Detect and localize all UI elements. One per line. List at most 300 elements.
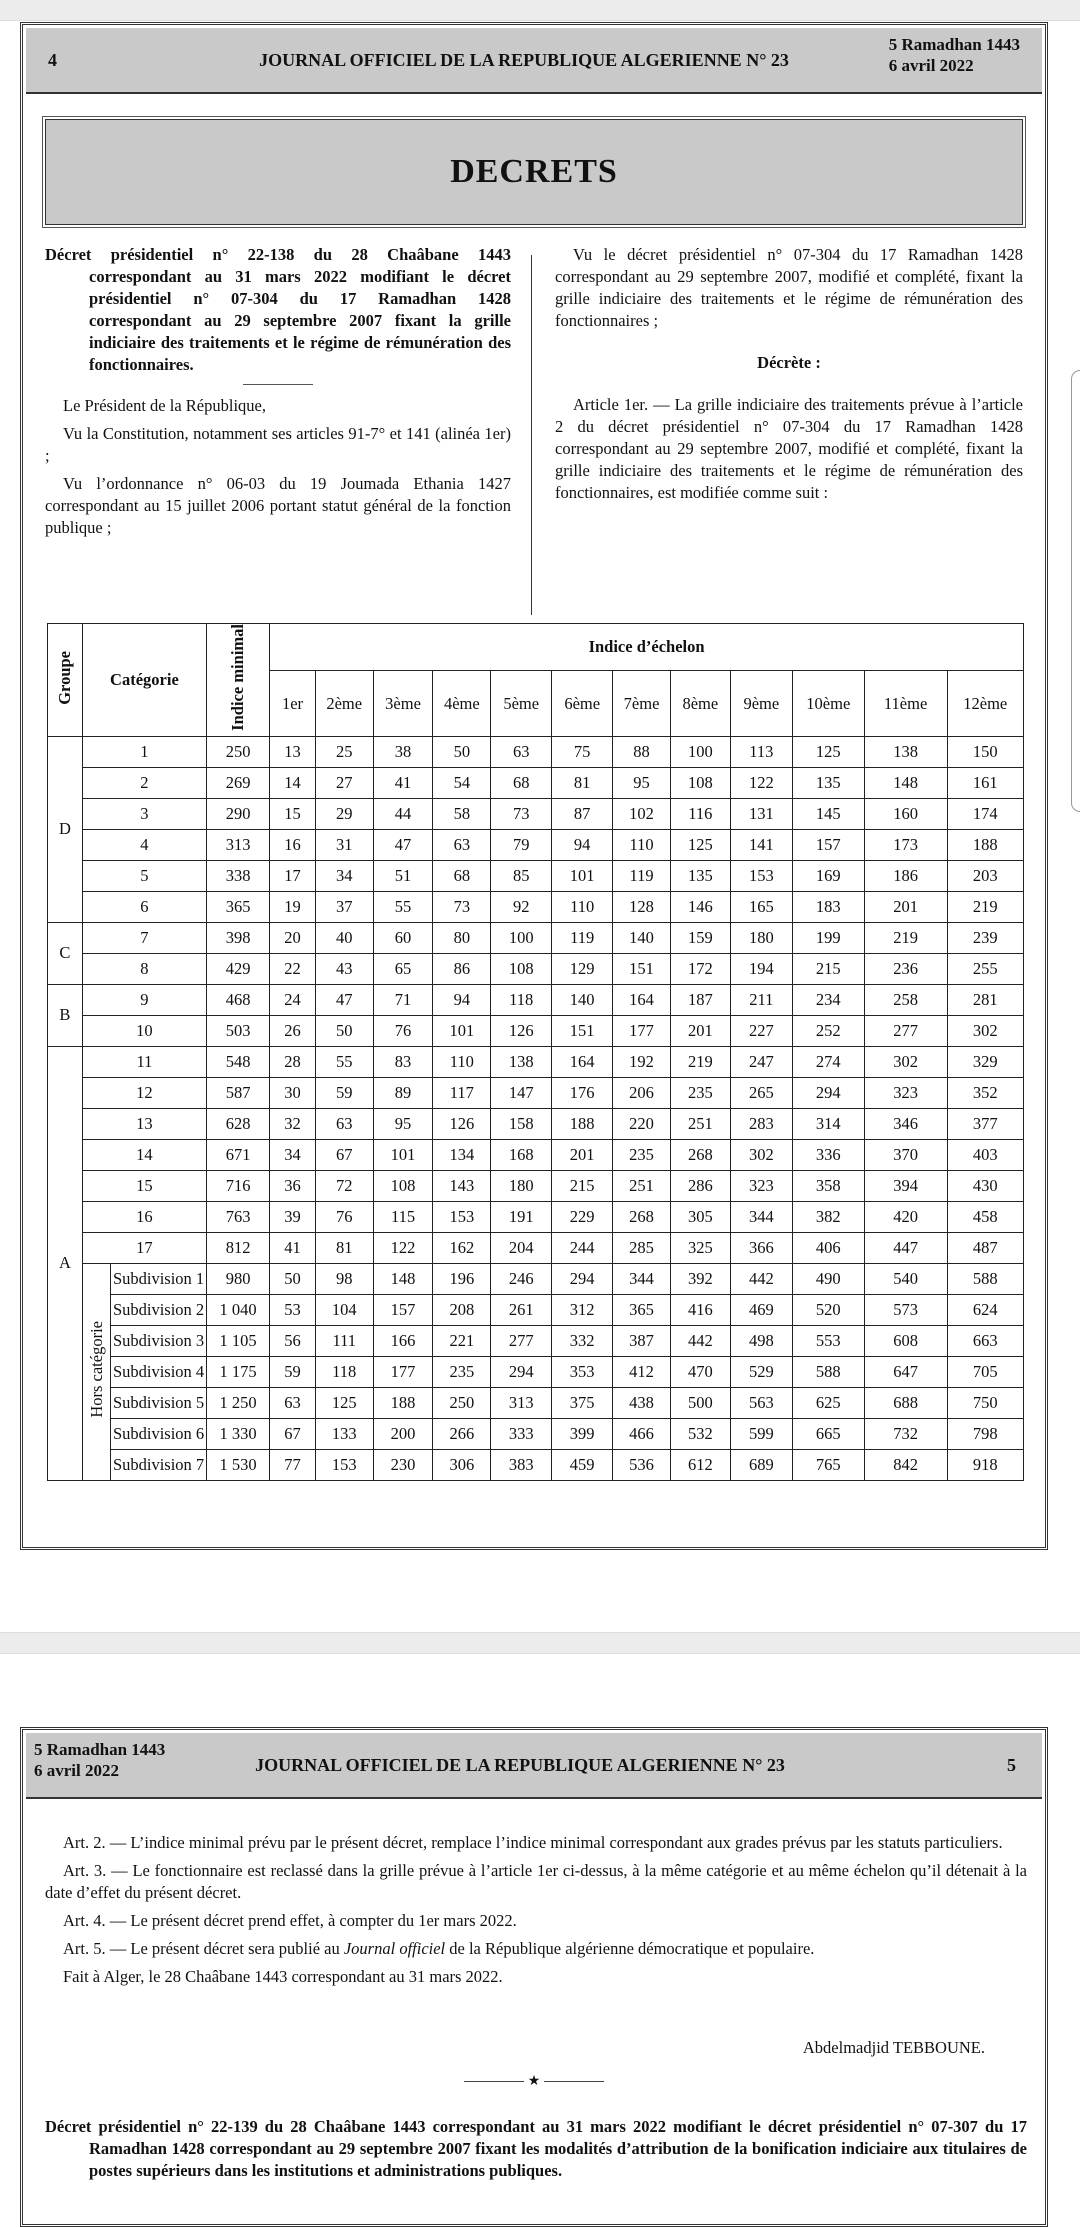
echelon-cell: 135 [670, 860, 730, 891]
echelon-cell: 246 [491, 1263, 552, 1294]
echelon-cell: 536 [613, 1449, 671, 1480]
column-divider [531, 255, 532, 615]
echelon-cell: 215 [792, 953, 864, 984]
echelon-cell: 67 [315, 1139, 373, 1170]
indice-minimal-cell: 503 [206, 1015, 269, 1046]
echelon-cell: 94 [552, 829, 613, 860]
echelon-cell: 186 [864, 860, 947, 891]
echelon-cell: 251 [670, 1108, 730, 1139]
echelon-cell: 469 [730, 1294, 792, 1325]
echelon-cell: 153 [315, 1449, 373, 1480]
left-column [45, 244, 511, 545]
echelon-cell: 235 [613, 1139, 671, 1170]
echelon-cell: 204 [491, 1232, 552, 1263]
echelon-cell: 176 [552, 1077, 613, 1108]
echelon-cell: 219 [670, 1046, 730, 1077]
date-gregorian: 6 avril 2022 [34, 1761, 119, 1780]
echelon-cell: 219 [864, 922, 947, 953]
echelon-cell: 285 [613, 1232, 671, 1263]
echelon-cell: 194 [730, 953, 792, 984]
echelon-cell: 458 [947, 1201, 1024, 1232]
echelon-cell: 174 [947, 798, 1024, 829]
echelon-cell: 76 [315, 1201, 373, 1232]
echelon-cell: 157 [373, 1294, 433, 1325]
echelon-cell: 313 [491, 1387, 552, 1418]
echelon-cell: 135 [792, 767, 864, 798]
echelon-cell: 44 [373, 798, 433, 829]
echelon-cell: 234 [792, 984, 864, 1015]
echelon-cell: 329 [947, 1046, 1024, 1077]
echelon-header: 9ème [730, 671, 792, 736]
indice-minimal-cell: 628 [206, 1108, 269, 1139]
echelon-cell: 104 [315, 1294, 373, 1325]
echelon-cell: 323 [864, 1077, 947, 1108]
page-number: 5 [1007, 1755, 1016, 1775]
echelon-cell: 918 [947, 1449, 1024, 1480]
echelon-cell: 102 [613, 798, 671, 829]
echelon-cell: 383 [491, 1449, 552, 1480]
echelon-cell: 63 [433, 829, 491, 860]
table-row [48, 1108, 1024, 1139]
echelon-header: 12ème [947, 671, 1024, 736]
page-number: 4 [48, 50, 57, 70]
echelon-cell: 22 [270, 953, 316, 984]
echelon-cell: 116 [670, 798, 730, 829]
echelon-cell: 333 [491, 1418, 552, 1449]
echelon-cell: 588 [947, 1263, 1024, 1294]
echelon-cell: 95 [373, 1108, 433, 1139]
table-row [48, 1015, 1024, 1046]
echelon-cell: 148 [373, 1263, 433, 1294]
echelon-cell: 177 [373, 1356, 433, 1387]
echelon-cell: 352 [947, 1077, 1024, 1108]
echelon-cell: 98 [315, 1263, 373, 1294]
echelon-cell: 47 [315, 984, 373, 1015]
echelon-cell: 36 [270, 1170, 316, 1201]
echelon-cell: 59 [315, 1077, 373, 1108]
echelon-cell: 110 [613, 829, 671, 860]
echelon-cell: 732 [864, 1418, 947, 1449]
echelon-cell: 220 [613, 1108, 671, 1139]
echelon-cell: 85 [491, 860, 552, 891]
table-row [48, 1201, 1024, 1232]
subdivision-cell: Subdivision 3 [111, 1325, 207, 1356]
echelon-cell: 265 [730, 1077, 792, 1108]
echelon-cell: 168 [491, 1139, 552, 1170]
section-banner [45, 119, 1023, 225]
echelon-cell: 145 [792, 798, 864, 829]
echelon-cell: 108 [670, 767, 730, 798]
category-cell: 11 [82, 1046, 206, 1077]
echelon-cell: 172 [670, 953, 730, 984]
echelon-cell: 203 [947, 860, 1024, 891]
echelon-cell: 43 [315, 953, 373, 984]
paragraph: Le Président de la République, [63, 396, 266, 415]
echelon-cell: 520 [792, 1294, 864, 1325]
echelon-cell: 131 [730, 798, 792, 829]
echelon-cell: 229 [552, 1201, 613, 1232]
echelon-cell: 230 [373, 1449, 433, 1480]
decree-title: Décret présidentiel n° 22-138 du 28 Chaâbane 1443 correspondant au 31 mars 2022 modifiant le décret présidentiel n° 07-304 du 17 Ramadhan 1428 correspondant au 29 septembre 2007 fixant la grille indiciaire des traitements et le régime de rémunération des fonctionnaires. [45, 245, 511, 374]
table-row [48, 1294, 1024, 1325]
echelon-cell: 294 [552, 1263, 613, 1294]
echelon-cell: 387 [613, 1325, 671, 1356]
echelon-cell: 26 [270, 1015, 316, 1046]
echelon-cell: 126 [491, 1015, 552, 1046]
echelon-cell: 117 [433, 1077, 491, 1108]
echelon-cell: 447 [864, 1232, 947, 1263]
echelon-cell: 133 [315, 1418, 373, 1449]
echelon-cell: 34 [270, 1139, 316, 1170]
subdivision-cell: Subdivision 5 [111, 1387, 207, 1418]
echelon-cell: 15 [270, 798, 316, 829]
echelon-cell: 50 [270, 1263, 316, 1294]
table-row [48, 891, 1024, 922]
echelon-cell: 166 [373, 1325, 433, 1356]
echelon-cell: 252 [792, 1015, 864, 1046]
echelon-cell: 208 [433, 1294, 491, 1325]
echelon-cell: 100 [491, 922, 552, 953]
indice-minimal-cell: 671 [206, 1139, 269, 1170]
echelon-cell: 157 [792, 829, 864, 860]
echelon-cell: 50 [315, 1015, 373, 1046]
echelon-cell: 382 [792, 1201, 864, 1232]
echelon-cell: 612 [670, 1449, 730, 1480]
echelon-cell: 765 [792, 1449, 864, 1480]
table-row [48, 1170, 1024, 1201]
echelon-cell: 161 [947, 767, 1024, 798]
article-2: Art. 2. — L’indice minimal prévu par le présent décret, remplace l’indice minimal correspondant aux grades prévus par les statuts particuliers. [63, 1833, 1003, 1852]
paragraph: Vu le décret présidentiel n° 07-304 du 17 Ramadhan 1428 correspondant au 29 septembre 2007, modifié et complété, fixant la grille indiciaire des traitements et le régime de rémunération des fonctionnaires ; [555, 245, 1023, 330]
echelon-cell: 68 [433, 860, 491, 891]
table-row [48, 1449, 1024, 1480]
echelon-cell: 294 [792, 1077, 864, 1108]
next-decree-title: Décret présidentiel n° 22-139 du 28 Chaâbane 1443 correspondant au 31 mars 2022 modifiant le décret présidentiel n° 07-307 du 17 Ramadhan 1428 correspondant au 29 septembre 2007 fixant les modalités d’attribution de la bonification indiciaire aux titulaires de postes supérieurs dans les institutions et administrations publiques. [45, 2117, 1027, 2180]
echelon-cell: 151 [613, 953, 671, 984]
echelon-cell: 294 [491, 1356, 552, 1387]
echelon-cell: 183 [792, 891, 864, 922]
indice-minimal-cell: 313 [206, 829, 269, 860]
table-row [48, 953, 1024, 984]
echelon-cell: 92 [491, 891, 552, 922]
category-cell: 6 [82, 891, 206, 922]
echelon-cell: 81 [552, 767, 613, 798]
echelon-cell: 158 [491, 1108, 552, 1139]
category-cell: 4 [82, 829, 206, 860]
indice-minimal-cell: 468 [206, 984, 269, 1015]
echelon-cell: 169 [792, 860, 864, 891]
date-hijri: 5 Ramadhan 1443 [888, 35, 1020, 54]
echelon-cell: 201 [670, 1015, 730, 1046]
echelon-cell: 53 [270, 1294, 316, 1325]
echelon-cell: 67 [270, 1418, 316, 1449]
echelon-cell: 332 [552, 1325, 613, 1356]
indice-minimal-cell: 716 [206, 1170, 269, 1201]
echelon-cell: 59 [270, 1356, 316, 1387]
header-categorie: Catégorie [82, 624, 206, 737]
echelon-cell: 165 [730, 891, 792, 922]
decrete-heading: Décrète : [757, 353, 821, 372]
echelon-header: 11ème [864, 671, 947, 736]
echelon-header: 7ème [613, 671, 671, 736]
echelon-cell: 251 [613, 1170, 671, 1201]
table-row [48, 1418, 1024, 1449]
subdivision-cell: Subdivision 2 [111, 1294, 207, 1325]
category-cell: 15 [82, 1170, 206, 1201]
echelon-cell: 438 [613, 1387, 671, 1418]
echelon-cell: 55 [373, 891, 433, 922]
echelon-header: 5ème [491, 671, 552, 736]
article-3: Art. 3. — Le fonctionnaire est reclassé dans la grille prévue à l’article 1er ci-dessus, à la même catégorie et au même échelon qu’il détenait à la date d’effet du présent décret. [45, 1861, 1027, 1902]
echelon-header: 10ème [792, 671, 864, 736]
echelon-cell: 266 [433, 1418, 491, 1449]
echelon-cell: 55 [315, 1046, 373, 1077]
echelon-cell: 95 [613, 767, 671, 798]
echelon-cell: 177 [613, 1015, 671, 1046]
date-hijri: 5 Ramadhan 1443 [34, 1740, 166, 1759]
echelon-cell: 151 [552, 1015, 613, 1046]
echelon-cell: 688 [864, 1387, 947, 1418]
category-cell: 10 [82, 1015, 206, 1046]
echelon-cell: 211 [730, 984, 792, 1015]
indice-minimal-cell: 980 [206, 1263, 269, 1294]
echelon-cell: 236 [864, 953, 947, 984]
echelon-cell: 125 [792, 736, 864, 767]
echelon-cell: 39 [270, 1201, 316, 1232]
echelon-cell: 129 [552, 953, 613, 984]
echelon-cell: 20 [270, 922, 316, 953]
salary-grid-table [47, 623, 1024, 1481]
echelon-cell: 532 [670, 1418, 730, 1449]
echelon-cell: 235 [433, 1356, 491, 1387]
category-cell: 13 [82, 1108, 206, 1139]
indice-minimal-cell: 250 [206, 736, 269, 767]
echelon-cell: 125 [315, 1387, 373, 1418]
echelon-cell: 16 [270, 829, 316, 860]
paragraph: Vu la Constitution, notamment ses articles 91-7° et 141 (alinéa 1er) ; [45, 424, 511, 465]
body-text [45, 1832, 1027, 1994]
echelon-cell: 77 [270, 1449, 316, 1480]
echelon-cell: 143 [433, 1170, 491, 1201]
echelon-cell: 358 [792, 1170, 864, 1201]
echelon-cell: 377 [947, 1108, 1024, 1139]
echelon-cell: 110 [433, 1046, 491, 1077]
echelon-cell: 221 [433, 1325, 491, 1356]
echelon-cell: 88 [613, 736, 671, 767]
echelon-header: 1er [270, 671, 316, 736]
echelon-cell: 134 [433, 1139, 491, 1170]
echelon-cell: 201 [864, 891, 947, 922]
separator-star: ★ [23, 2073, 1045, 2090]
viewer-top-bar [0, 0, 1080, 21]
echelon-cell: 366 [730, 1232, 792, 1263]
echelon-cell: 286 [670, 1170, 730, 1201]
echelon-cell: 344 [730, 1201, 792, 1232]
echelon-cell: 115 [373, 1201, 433, 1232]
echelon-cell: 173 [864, 829, 947, 860]
category-cell: 1 [82, 736, 206, 767]
echelon-cell: 588 [792, 1356, 864, 1387]
signature: Abdelmadjid TEBBOUNE. [802, 2038, 985, 2057]
date-gregorian: 6 avril 2022 [888, 56, 974, 75]
category-cell: 2 [82, 767, 206, 798]
indice-minimal-cell: 398 [206, 922, 269, 953]
echelon-cell: 188 [373, 1387, 433, 1418]
echelon-cell: 153 [433, 1201, 491, 1232]
echelon-cell: 72 [315, 1170, 373, 1201]
done-at: Fait à Alger, le 28 Chaâbane 1443 correspondant au 31 mars 2022. [63, 1967, 503, 1986]
echelon-cell: 153 [730, 860, 792, 891]
echelon-cell: 314 [792, 1108, 864, 1139]
echelon-cell: 80 [433, 922, 491, 953]
echelon-cell: 138 [491, 1046, 552, 1077]
echelon-cell: 31 [315, 829, 373, 860]
echelon-cell: 247 [730, 1046, 792, 1077]
page-gap [0, 1632, 1080, 1654]
echelon-header: 6ème [552, 671, 613, 736]
echelon-cell: 312 [552, 1294, 613, 1325]
echelon-cell: 119 [613, 860, 671, 891]
echelon-cell: 71 [373, 984, 433, 1015]
echelon-cell: 128 [613, 891, 671, 922]
echelon-cell: 750 [947, 1387, 1024, 1418]
indice-minimal-cell: 548 [206, 1046, 269, 1077]
echelon-cell: 65 [373, 953, 433, 984]
echelon-cell: 113 [730, 736, 792, 767]
table-row [48, 1077, 1024, 1108]
paragraph: Vu l’ordonnance n° 06-03 du 19 Joumada Ethania 1427 correspondant au 15 juillet 2006 portant statut général de la fonction publique ; [45, 474, 511, 537]
table-row [48, 1387, 1024, 1418]
echelon-cell: 164 [613, 984, 671, 1015]
echelon-cell: 37 [315, 891, 373, 922]
echelon-cell: 125 [670, 829, 730, 860]
indice-minimal-cell: 587 [206, 1077, 269, 1108]
echelon-cell: 140 [552, 984, 613, 1015]
echelon-cell: 28 [270, 1046, 316, 1077]
echelon-header: 2ème [315, 671, 373, 736]
echelon-cell: 553 [792, 1325, 864, 1356]
echelon-cell: 54 [433, 767, 491, 798]
echelon-cell: 38 [373, 736, 433, 767]
header-groupe: Groupe [48, 624, 83, 737]
echelon-cell: 420 [864, 1201, 947, 1232]
indice-minimal-cell: 269 [206, 767, 269, 798]
echelon-cell: 108 [373, 1170, 433, 1201]
echelon-cell: 500 [670, 1387, 730, 1418]
echelon-cell: 268 [670, 1139, 730, 1170]
category-cell: 14 [82, 1139, 206, 1170]
echelon-cell: 118 [491, 984, 552, 1015]
echelon-cell: 268 [613, 1201, 671, 1232]
document-page-4 [20, 22, 1048, 1550]
echelon-cell: 118 [315, 1356, 373, 1387]
echelon-cell: 394 [864, 1170, 947, 1201]
echelon-cell: 191 [491, 1201, 552, 1232]
echelon-cell: 24 [270, 984, 316, 1015]
echelon-cell: 305 [670, 1201, 730, 1232]
echelon-cell: 459 [552, 1449, 613, 1480]
indice-minimal-cell: 1 175 [206, 1356, 269, 1387]
echelon-cell: 147 [491, 1077, 552, 1108]
echelon-cell: 56 [270, 1325, 316, 1356]
table-row [48, 1232, 1024, 1263]
journal-title: JOURNAL OFFICIEL DE LA REPUBLIQUE ALGERIENNE N° 23 [259, 50, 789, 70]
echelon-cell: 302 [864, 1046, 947, 1077]
category-cell: 8 [82, 953, 206, 984]
echelon-cell: 306 [433, 1449, 491, 1480]
table-row [48, 1356, 1024, 1387]
subdivision-cell: Subdivision 6 [111, 1418, 207, 1449]
echelon-cell: 370 [864, 1139, 947, 1170]
right-column [555, 244, 1023, 510]
table-row [48, 798, 1024, 829]
scrollbar-handle[interactable] [1071, 370, 1080, 812]
indice-minimal-cell: 365 [206, 891, 269, 922]
echelon-cell: 73 [433, 891, 491, 922]
echelon-cell: 41 [373, 767, 433, 798]
group-cell: C [48, 922, 83, 984]
echelon-cell: 258 [864, 984, 947, 1015]
echelon-cell: 148 [864, 767, 947, 798]
indice-minimal-cell: 763 [206, 1201, 269, 1232]
indice-minimal-cell: 1 530 [206, 1449, 269, 1480]
echelon-cell: 416 [670, 1294, 730, 1325]
echelon-cell: 81 [315, 1232, 373, 1263]
echelon-cell: 624 [947, 1294, 1024, 1325]
echelon-cell: 250 [433, 1387, 491, 1418]
echelon-cell: 540 [864, 1263, 947, 1294]
echelon-cell: 188 [552, 1108, 613, 1139]
echelon-cell: 573 [864, 1294, 947, 1325]
echelon-cell: 47 [373, 829, 433, 860]
echelon-cell: 344 [613, 1263, 671, 1294]
echelon-cell: 498 [730, 1325, 792, 1356]
echelon-cell: 215 [552, 1170, 613, 1201]
echelon-cell: 663 [947, 1325, 1024, 1356]
article-4: Art. 4. — Le présent décret prend effet, à compter du 1er mars 2022. [63, 1911, 517, 1930]
echelon-cell: 34 [315, 860, 373, 891]
echelon-cell: 192 [613, 1046, 671, 1077]
echelon-cell: 110 [552, 891, 613, 922]
indice-minimal-cell: 429 [206, 953, 269, 984]
echelon-cell: 412 [613, 1356, 671, 1387]
echelon-cell: 196 [433, 1263, 491, 1294]
running-header [26, 1733, 1042, 1799]
echelon-cell: 665 [792, 1418, 864, 1449]
echelon-cell: 206 [613, 1077, 671, 1108]
category-cell: 12 [82, 1077, 206, 1108]
echelon-cell: 403 [947, 1139, 1024, 1170]
article-1: Article 1er. — La grille indiciaire des traitements prévue à l’article 2 du décret présidentiel n° 07-304 du 17 Ramadhan 1428 correspondant au 29 septembre 2007, modifié et complété, fixant la grille indiciaire des traitements et le régime de rémunération des fonctionnaires, est modifiée comme suit : [555, 395, 1023, 502]
echelon-cell: 336 [792, 1139, 864, 1170]
indice-minimal-cell: 812 [206, 1232, 269, 1263]
echelon-cell: 108 [491, 953, 552, 984]
echelon-cell: 365 [613, 1294, 671, 1325]
echelon-cell: 323 [730, 1170, 792, 1201]
echelon-cell: 201 [552, 1139, 613, 1170]
group-cell: B [48, 984, 83, 1046]
echelon-cell: 302 [947, 1015, 1024, 1046]
echelon-cell: 239 [947, 922, 1024, 953]
echelon-cell: 63 [491, 736, 552, 767]
echelon-cell: 51 [373, 860, 433, 891]
echelon-cell: 126 [433, 1108, 491, 1139]
echelon-cell: 798 [947, 1418, 1024, 1449]
article-5: Art. 5. — Le présent décret sera publié au Journal officiel de la République algérienne démocratique et populaire. [63, 1939, 815, 1958]
echelon-cell: 63 [315, 1108, 373, 1139]
echelon-cell: 244 [552, 1232, 613, 1263]
echelon-cell: 599 [730, 1418, 792, 1449]
